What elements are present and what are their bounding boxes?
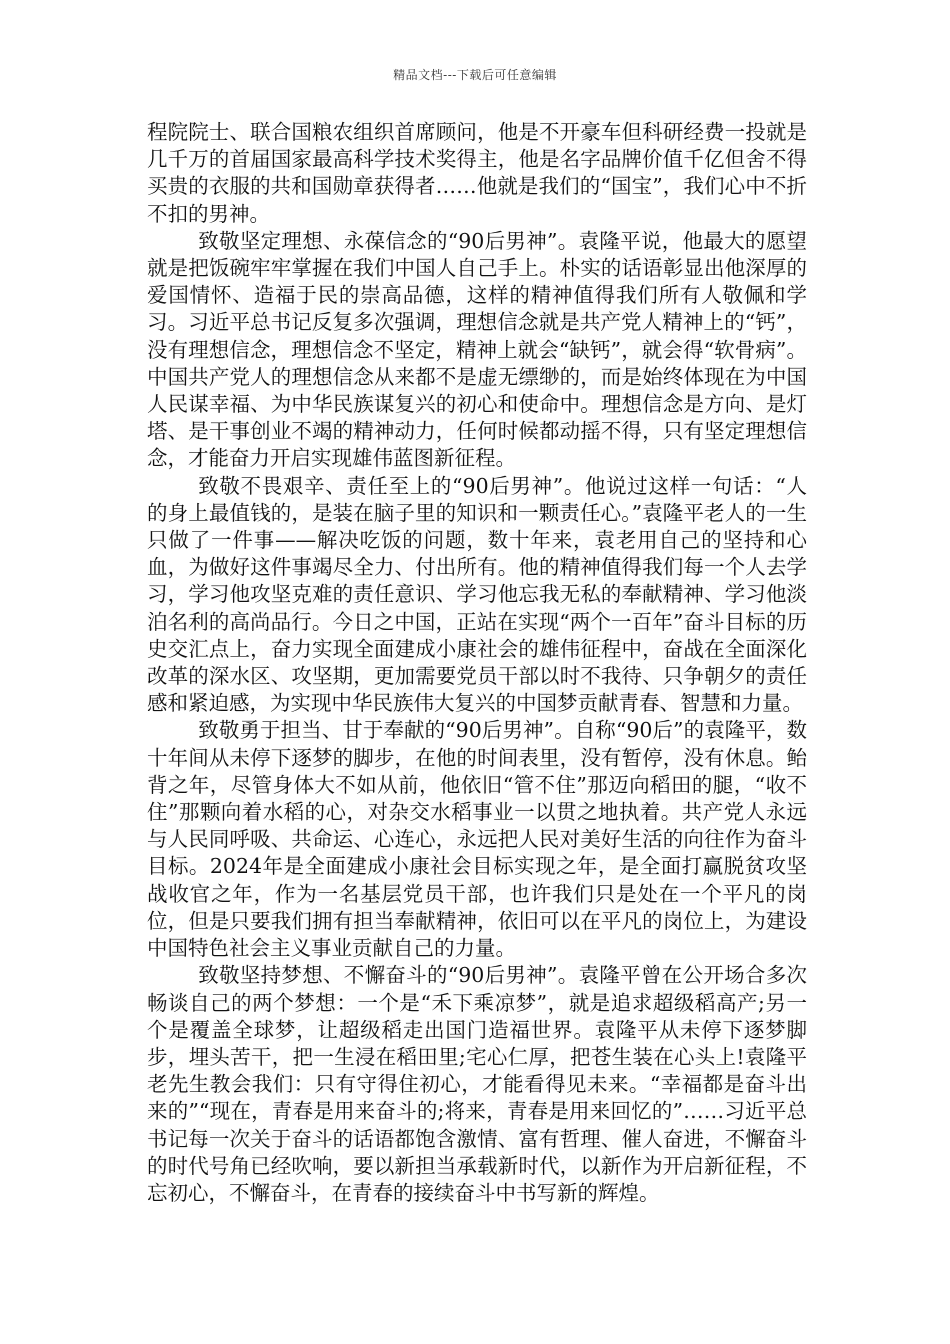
paragraph-2: 致敬坚定理想、永葆信念的“90后男神”。袁隆平说，他最大的愿望就是把饭碗牢牢掌握在我们中国人自己手上。朴实的话语彰显出他深厚的爱国情怀、造福于民的崇高品德，这样的精神值得我们所有人敬佩和学习。习近平总书记反复多次强调，理想信念就是共产党人精神上的“钙”，没有理想信念，理想信念不坚定，精神上就会“缺钙”，就会得“软骨病”。中国共产党人的理想信念从来都不是虚无缥缈的，而是始终体现在为中国人民谋幸福、为中华民族谋复兴的初心和使命中。理想信念是方向、是灯塔、是干事创业不竭的精神动力，任何时候都动摇不得，只有坚定理想信念，才能奋力开启实现雄伟蓝图新征程。 (147, 228, 807, 471)
paragraph-1: 程院院士、联合国粮农组织首席顾问，他是不开豪车但科研经费一投就是几千万的首届国家最高科学技术奖得主，他是名字品牌价值千亿但舍不得买贵的衣服的共和国勋章获得者……他就是我们的“国宝”，我们心中不折不扣的男神。 (147, 120, 807, 226)
paragraph-4: 致敬勇于担当、甘于奉献的“90后男神”。自称“90后”的袁隆平，数十年间从未停下逐梦的脚步，在他的时间表里，没有暂停，没有休息。鲐背之年，尽管身体大不如从前，他依旧“管不住”那迈向稻田的腿，“收不住”那颗向着水稻的心，对杂交水稻事业一以贯之地执着。共产党人永远与人民同呼吸、共命运、心连心，永远把人民对美好生活的向往作为奋斗目标。2024年是全面建成小康社会目标实现之年，是全面打赢脱贫攻坚战收官之年，作为一名基层党员干部，也许我们只是处在一个平凡的岗位，但是只要我们拥有担当奉献精神，依旧可以在平凡的岗位上，为建设中国特色社会主义事业贡献自己的力量。 (147, 718, 807, 961)
document-body (147, 119, 807, 1207)
paragraph-3: 致敬不畏艰辛、责任至上的“90后男神”。他说过这样一句话：“人的身上最值钱的，是装在脑子里的知识和一颗责任心。”袁隆平老人的一生只做了一件事——解决吃饭的问题，数十年来，袁老用自己的坚持和心血，为做好这件事竭尽全力、付出所有。他的精神值得我们每一个人去学习，学习他攻坚克难的责任意识、学习他忘我无私的奉献精神、学习他淡泊名利的高尚品行。今日之中国，正站在实现“两个一百年”奋斗目标的历史交汇点上，奋力实现全面建成小康社会的雄伟征程中，奋战在全面深化改革的深水区、攻坚期，更加需要党员干部以时不我待、只争朝夕的责任感和紧迫感，为实现中华民族伟大复兴的中国梦贡献青春、智慧和力量。 (147, 473, 807, 716)
paragraph-5: 致敬坚持梦想、不懈奋斗的“90后男神”。袁隆平曾在公开场合多次畅谈自己的两个梦想：一个是“禾下乘凉梦”，就是追求超级稻高产;另一个是覆盖全球梦，让超级稻走出国门造福世界。袁隆平从未停下逐梦脚步，埋头苦干，把一生浸在稻田里;宅心仁厚，把苍生装在心头上!袁隆平老先生教会我们：只有守得住初心，才能看得见未来。“幸福都是奋斗出来的”“现在，青春是用来奋斗的;将来，青春是用来回忆的”……习近平总书记每一次关于奋斗的话语都饱含激情、富有哲理、催人奋进，不懈奋斗的时代号角已经吹响，要以新担当承载新时代，以新作为开启新征程，不忘初心，不懈奋斗，在青春的接续奋斗中书写新的辉煌。 (147, 963, 807, 1205)
page-header: 精品文档---下载后可任意编辑 (393, 68, 557, 82)
